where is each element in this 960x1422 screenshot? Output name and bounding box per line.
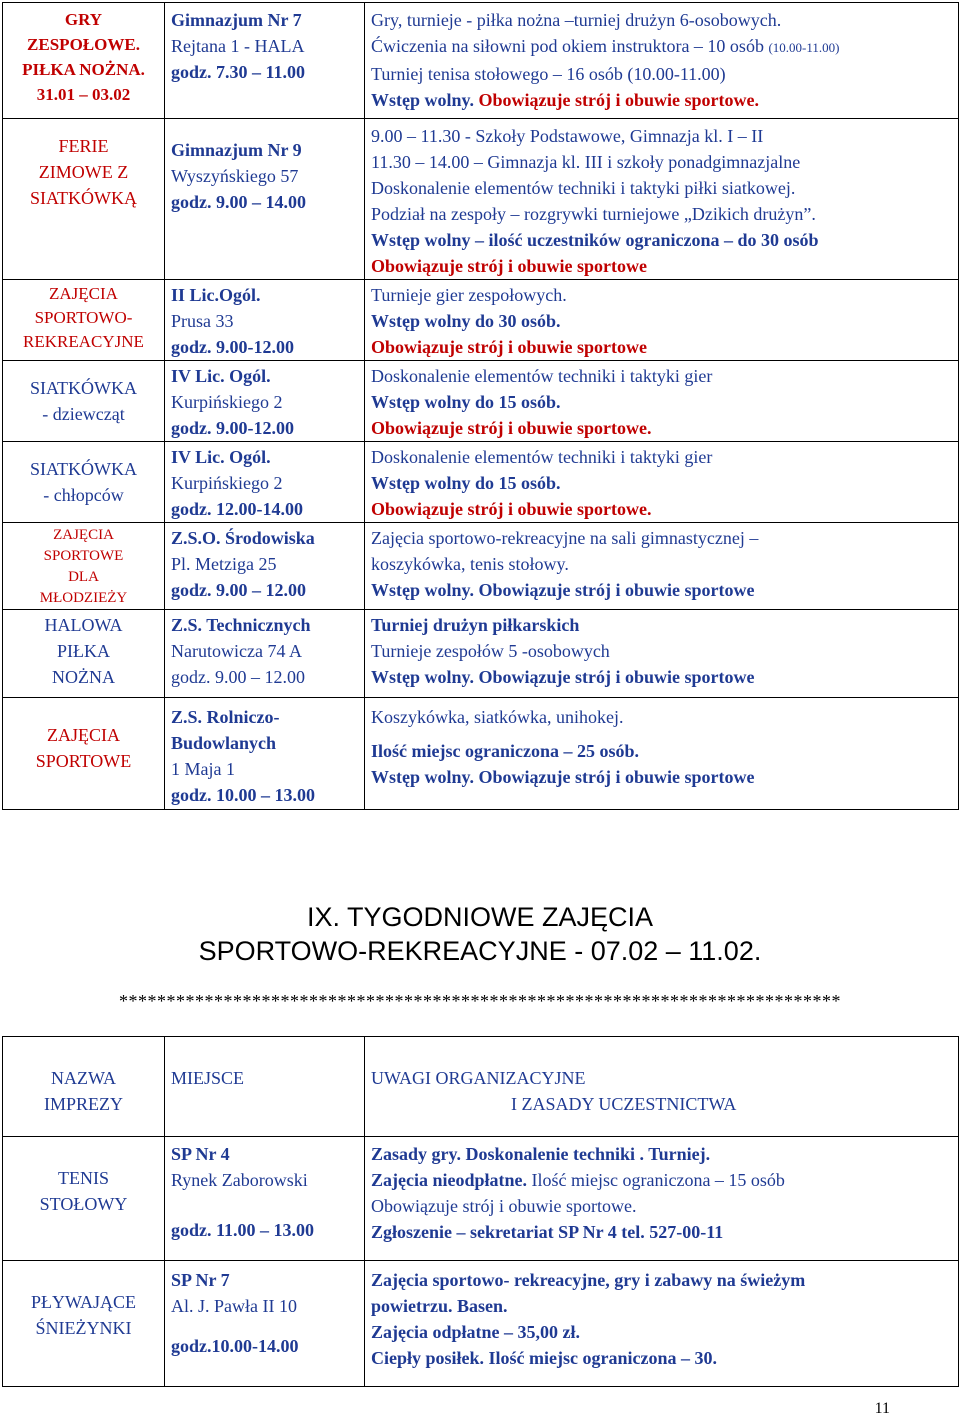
place-name: IV Lic. Ogól. [171, 447, 271, 467]
event-cell [3, 119, 165, 280]
event-cell [3, 698, 165, 810]
event-line: - chłopców [43, 485, 124, 505]
table-row [3, 280, 959, 361]
note-line: Ilość miejsc ograniczona – 25 osób. [371, 741, 639, 761]
note-line: Koszykówka, siatkówka, unihokej. [371, 707, 624, 727]
place-name: IV Lic. Ogól. [171, 366, 271, 386]
place-address: Rejtana 1 - HALA [171, 36, 305, 56]
event-line: NOŻNA [52, 667, 115, 687]
note-line: Wstęp wolny – ilość uczestników ograniczona – do 30 osób [371, 230, 819, 250]
notes-cell [365, 523, 959, 610]
header-event [3, 1037, 165, 1137]
header-line: IMPREZY [43, 1094, 123, 1114]
header-line: NAZWA [51, 1068, 116, 1088]
note-line: Gry, turnieje - piłka nożna –turniej drużyn 6-osobowych. [371, 10, 782, 30]
event-cell [3, 442, 165, 523]
place-hours: godz. 9.00 – 12.00 [171, 580, 306, 600]
note-line: Wstęp wolny do 15 osób. [371, 473, 561, 493]
note-line: Ilość miejsc ograniczona – 15 osób [531, 1170, 785, 1190]
table-row [3, 119, 959, 280]
table-row [3, 1137, 959, 1261]
event-cell [3, 610, 165, 698]
place-address: Al. J. Pawła II 10 [171, 1296, 297, 1316]
page-number: 11 [874, 1400, 890, 1417]
notes-cell [365, 3, 959, 119]
note-line: Obowiązuje strój i obuwie sportowe [371, 337, 647, 357]
notes-cell [365, 698, 959, 810]
event-cell [3, 1261, 165, 1387]
event-line: PIŁKA NOŻNA. [22, 60, 145, 79]
event-line: REKREACYJNE [23, 332, 144, 351]
event-line: 31.01 – 03.02 [36, 85, 131, 104]
event-line: PIŁKA [57, 641, 110, 661]
header-line: UWAGI ORGANIZACYJNE [371, 1068, 586, 1088]
event-line: FERIE [58, 136, 109, 156]
header-place [165, 1037, 365, 1137]
table-header-row [3, 1037, 959, 1137]
event-line: TENIS [58, 1168, 109, 1188]
place-hours: godz. 11.00 – 13.00 [171, 1220, 315, 1240]
event-line: SPORTOWE [35, 751, 132, 771]
note-line: Wstęp wolny. Obowiązuje strój i obuwie sportowe [371, 767, 755, 787]
note-line: powietrzu. Basen. [371, 1296, 508, 1316]
event-line: SPORTOWE [43, 548, 124, 564]
notes-cell [365, 442, 959, 523]
place-hours: godz. 10.00 – 13.00 [171, 785, 315, 805]
place-address: 1 Maja 1 [171, 759, 235, 779]
place-name: II Lic.Ogól. [171, 285, 261, 305]
note-line: Obowiązuje strój i obuwie sportowe. [478, 90, 760, 110]
place-hours: godz. 9.00 – 14.00 [171, 192, 306, 212]
place-name: SP Nr 4 [171, 1144, 230, 1164]
place-address: Pl. Metziga 25 [171, 554, 277, 574]
table-row [3, 523, 959, 610]
place-cell [165, 119, 365, 280]
place-name: Z.S. Technicznych [171, 615, 311, 635]
note-line: Zgłoszenie – sekretariat SP Nr 4 tel. 527-00-11 [371, 1222, 724, 1242]
note-line: Zajęcia odpłatne – 35,00 zł. [371, 1322, 580, 1342]
place-name: SP Nr 7 [171, 1270, 230, 1290]
place-address: Prusa 33 [171, 311, 234, 331]
notes-cell [365, 1261, 959, 1387]
place-cell [165, 698, 365, 810]
header-line: I ZASADY UCZESTNICTWA [511, 1094, 737, 1114]
place-name: Z.S.O. Środowiska [171, 528, 315, 548]
note-line: Doskonalenie elementów techniki i taktyki gier [371, 447, 713, 467]
note-line: Wstęp wolny. Obowiązuje strój i obuwie sportowe [371, 667, 755, 687]
event-cell [3, 361, 165, 442]
stars-divider: **************************************************************************** [119, 991, 841, 1011]
table-row [3, 361, 959, 442]
note-line: Zajęcia sportowo-rekreacyjne na sali gimnastycznej – [371, 528, 759, 548]
place-address: Kurpińskiego 2 [171, 392, 283, 412]
notes-cell [365, 361, 959, 442]
event-line: MŁODZIEŻY [39, 590, 128, 606]
header-line: MIEJSCE [171, 1068, 245, 1088]
table-row [3, 3, 959, 119]
place-cell [165, 361, 365, 442]
event-line: - dziewcząt [42, 404, 125, 424]
section-title-line: SPORTOWO-REKREACYJNE - 07.02 – 11.02. [198, 936, 762, 966]
section-subtitle [0, 934, 960, 968]
note-line: koszykówka, tenis stołowy. [371, 554, 569, 574]
place-address: Narutowicza 74 A [171, 641, 302, 661]
weekly-events-table [2, 1036, 959, 1387]
note-line: Turnieje gier zespołowych. [371, 285, 567, 305]
note-line: Obowiązuje strój i obuwie sportowe. [371, 1196, 637, 1216]
event-line: GRY [64, 10, 103, 29]
note-line: 11.30 – 14.00 – Gimnazja kl. III i szkoły ponadgimnazjalne [371, 152, 801, 172]
note-line: 9.00 – 11.30 - Szkoły Podstawowe, Gimnazja kl. I – II [371, 126, 764, 146]
note-line: Zasady gry. Doskonalenie techniki . Turniej. [371, 1144, 711, 1164]
note-line: Obowiązuje strój i obuwie sportowe. [371, 499, 652, 519]
note-line: Zajęcia sportowo- rekreacyjne, gry i zabawy na świeżym [371, 1270, 806, 1290]
event-line: HALOWA [44, 615, 123, 635]
place-cell [165, 1137, 365, 1261]
place-address: Wyszyńskiego 57 [171, 166, 299, 186]
place-name: Gimnazjum Nr 9 [171, 140, 302, 160]
note-line: Doskonalenie elementów techniki i taktyki piłki siatkowej. [371, 178, 796, 198]
note-line: Obowiązuje strój i obuwie sportowe [371, 256, 647, 276]
event-line: SIATKÓWKA [30, 378, 137, 398]
event-cell [3, 1137, 165, 1261]
winter-events-table [2, 2, 959, 810]
event-line: ZAJĘCIA [49, 284, 118, 303]
note-line: Wstęp wolny do 30 osób. [371, 311, 561, 331]
note-line: Turniej drużyn piłkarskich [371, 615, 580, 635]
header-notes [365, 1037, 959, 1137]
place-name: Budowlanych [171, 733, 277, 753]
event-cell [3, 3, 165, 119]
place-cell [165, 610, 365, 698]
place-hours: godz. 9.00-12.00 [171, 418, 294, 438]
place-hours: godz. 9.00-12.00 [171, 337, 294, 357]
place-hours: godz. 12.00-14.00 [171, 499, 303, 519]
event-line: PŁYWAJĄCE [30, 1292, 136, 1312]
note-line: Turnieje zespołów 5 -osobowych [371, 641, 610, 661]
note-time: (10.00-11.00) [768, 40, 840, 55]
table-row [3, 610, 959, 698]
event-line: SPORTOWO- [34, 308, 133, 327]
notes-cell [365, 1137, 959, 1261]
place-cell [165, 280, 365, 361]
note-line: Ciepły posiłek. Ilość miejsc ograniczona – 30. [371, 1348, 717, 1368]
event-line: ZAJĘCIA [53, 527, 114, 543]
event-line: ZIMOWE Z [38, 162, 129, 182]
section-title [0, 900, 960, 934]
note-line: Zajęcia nieodpłatne. [371, 1170, 527, 1190]
event-line: ZESPOŁOWE. [27, 35, 140, 54]
note-line: Doskonalenie elementów techniki i taktyki gier [371, 366, 713, 386]
note-line: Wstęp wolny do 15 osób. [371, 392, 561, 412]
event-line: ŚNIEŻYNKI [35, 1318, 132, 1338]
notes-cell [365, 610, 959, 698]
section-title-line: IX. TYGODNIOWE ZAJĘCIA [306, 902, 654, 932]
event-cell [3, 523, 165, 610]
place-cell [165, 3, 365, 119]
notes-cell [365, 280, 959, 361]
place-address: Kurpińskiego 2 [171, 473, 283, 493]
table-row [3, 442, 959, 523]
notes-cell [365, 119, 959, 280]
place-address: Rynek Zaborowski [171, 1170, 308, 1190]
place-hours: godz. 9.00 – 12.00 [171, 667, 305, 687]
event-line: ZAJĘCIA [47, 725, 120, 745]
note-line: Obowiązuje strój i obuwie sportowe. [371, 418, 652, 438]
note-line: Wstęp wolny. [371, 90, 475, 110]
note-line: Ćwiczenia na siłowni pod okiem instruktora – 10 osób [371, 36, 764, 56]
place-cell [165, 442, 365, 523]
place-hours: godz. 7.30 – 11.00 [171, 62, 306, 82]
event-line: STOŁOWY [39, 1194, 128, 1214]
place-name: Gimnazjum Nr 7 [171, 10, 302, 30]
place-hours: godz.10.00-14.00 [171, 1336, 299, 1356]
event-line: SIATKÓWKĄ [30, 188, 137, 208]
event-line: DLA [68, 569, 99, 585]
table-row [3, 1261, 959, 1387]
event-cell [3, 280, 165, 361]
note-line: Turniej tenisa stołowego – 16 osób (10.00-11.00) [371, 64, 726, 84]
note-line: Wstęp wolny. Obowiązuje strój i obuwie sportowe [371, 580, 755, 600]
event-line: SIATKÓWKA [30, 459, 137, 479]
place-cell [165, 1261, 365, 1387]
place-name: Z.S. Rolniczo- [171, 707, 280, 727]
place-cell [165, 523, 365, 610]
note-line: Podział na zespoły – rozgrywki turniejowe „Dzikich drużyn”. [371, 204, 816, 224]
table-row [3, 698, 959, 810]
